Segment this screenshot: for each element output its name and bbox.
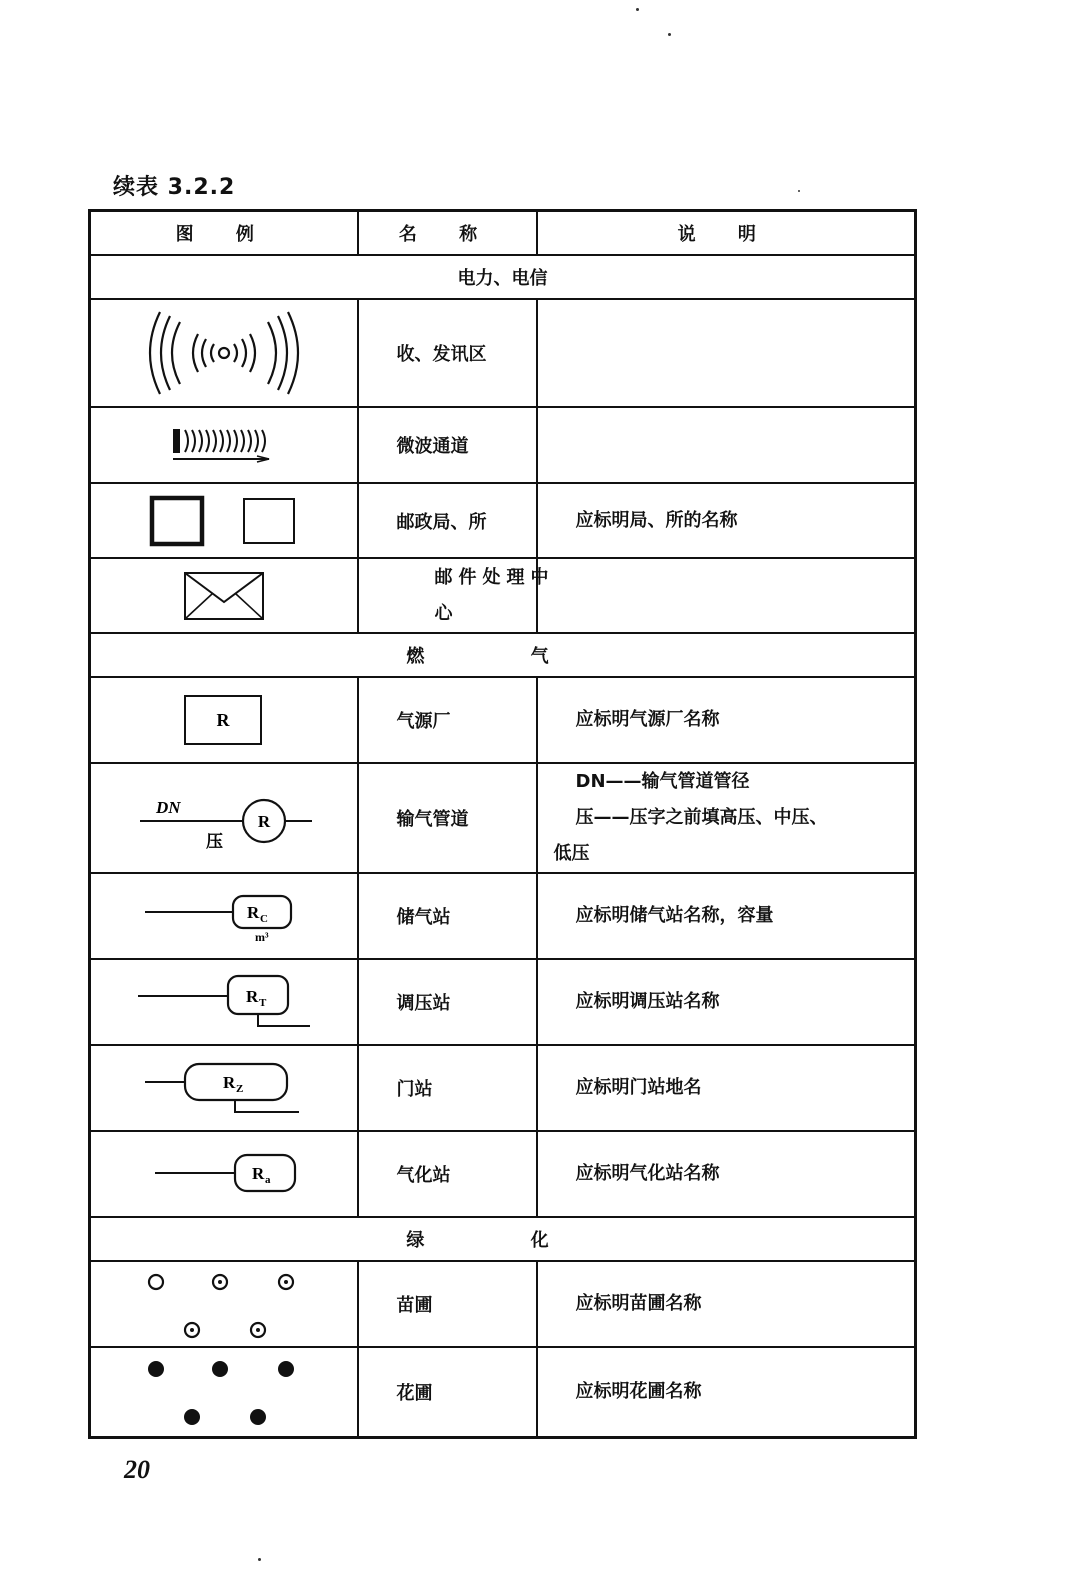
gas-storage-desc: 应标明储气站名称，容量 xyxy=(537,873,916,959)
gate-station-desc: 应标明门站地名 xyxy=(537,1045,916,1131)
scan-speck xyxy=(258,1558,261,1561)
table-row xyxy=(90,483,916,558)
flower-garden-desc: 应标明花圃名称 xyxy=(537,1347,916,1437)
nursery-icon xyxy=(144,1268,304,1340)
header-name: 名 称 xyxy=(358,211,537,256)
table-row xyxy=(90,407,916,483)
regulator-desc: 应标明调压站名称 xyxy=(537,959,916,1045)
gasification-name: 气化站 xyxy=(358,1131,537,1217)
gate-station-icon xyxy=(139,1058,309,1118)
regulator-r-label: R xyxy=(245,987,259,1006)
pipeline-dn-label: DN xyxy=(155,798,181,817)
section-title-green-text: 绿 化 xyxy=(406,1230,599,1251)
storage-r-label: R xyxy=(246,903,260,922)
pipeline-desc-line-1: DN——输气管道管径 xyxy=(575,771,750,792)
regulator-sub-label: T xyxy=(258,997,267,1009)
gas-pipeline-desc xyxy=(537,763,916,873)
mail-center-name: 邮件处理中心 xyxy=(434,566,555,624)
gas-source-name: 气源厂 xyxy=(358,677,537,763)
microwave-desc xyxy=(537,407,916,483)
table-row xyxy=(90,763,916,873)
section-title-green xyxy=(90,1217,916,1261)
gasification-sub-label: a xyxy=(264,1174,271,1186)
section-row-green xyxy=(90,1217,916,1261)
broadcast-area-desc xyxy=(537,299,916,407)
section-row-gas xyxy=(90,633,916,677)
envelope-icon xyxy=(182,570,266,622)
regulator-name: 调压站 xyxy=(358,959,537,1045)
table-row xyxy=(90,1045,916,1131)
gas-pipeline-name: 输气管道 xyxy=(358,763,537,873)
scan-speck xyxy=(636,8,639,11)
mail-center-name-cell xyxy=(358,558,555,633)
mail-center-symbol xyxy=(90,558,358,633)
post-office-desc: 应标明局、所的名称 xyxy=(537,483,916,558)
section-row-power xyxy=(90,255,916,299)
post-office-icon xyxy=(149,495,299,547)
section-title-power: 电力、电信 xyxy=(90,255,916,299)
gate-r-label: R xyxy=(222,1073,236,1092)
post-office-name: 邮政局、所 xyxy=(358,483,537,558)
storage-unit-label: m³ xyxy=(254,930,269,944)
nursery-desc: 应标明苗圃名称 xyxy=(537,1261,916,1347)
microwave-name: 微波通道 xyxy=(358,407,537,483)
regulator-symbol xyxy=(90,959,358,1045)
gate-station-name: 门站 xyxy=(358,1045,537,1131)
gate-station-symbol xyxy=(90,1045,358,1131)
broadcast-area-name: 收、发讯区 xyxy=(358,299,537,407)
gas-pipeline-icon xyxy=(134,783,314,853)
microwave-channel-icon xyxy=(169,425,279,465)
gas-source-symbol xyxy=(90,677,358,763)
gas-source-icon xyxy=(182,693,266,747)
pipeline-r-label: R xyxy=(257,812,270,831)
gas-storage-icon xyxy=(139,888,309,944)
gasification-r-label: R xyxy=(251,1164,265,1183)
header-desc: 说 明 xyxy=(537,211,916,256)
gasification-station-icon xyxy=(149,1149,299,1199)
flower-garden-symbol xyxy=(90,1347,358,1437)
page-number: 20 xyxy=(124,1455,150,1484)
gas-source-desc: 应标明气源厂名称 xyxy=(537,677,916,763)
gas-storage-name: 储气站 xyxy=(358,873,537,959)
section-title-gas-text: 燃 气 xyxy=(406,646,599,667)
broadcast-icon xyxy=(144,308,304,398)
mail-center-desc xyxy=(537,558,916,633)
section-title-gas xyxy=(90,633,916,677)
header-symbol: 图 例 xyxy=(90,211,358,256)
regulator-station-icon xyxy=(134,972,314,1032)
scan-speck xyxy=(668,33,671,36)
scan-speck xyxy=(798,190,800,192)
legend-table xyxy=(88,209,917,1439)
gasification-desc: 应标明气化站名称 xyxy=(537,1131,916,1217)
table-row xyxy=(90,677,916,763)
post-office-symbol xyxy=(90,483,358,558)
gas-source-symbol-label: R xyxy=(216,710,230,730)
gate-sub-label: Z xyxy=(235,1083,244,1095)
table-caption: 续表 3.2.2 xyxy=(113,175,236,200)
pipeline-desc-line-3: 低压 xyxy=(553,843,590,864)
storage-sub-label: C xyxy=(259,913,268,925)
gas-pipeline-symbol xyxy=(90,763,358,873)
table-row xyxy=(90,558,916,633)
table-header-row xyxy=(90,211,916,256)
table-row xyxy=(90,1261,916,1347)
flower-garden-icon xyxy=(144,1357,304,1427)
table-row xyxy=(90,959,916,1045)
gasification-symbol xyxy=(90,1131,358,1217)
table-row xyxy=(90,1131,916,1217)
gas-storage-symbol xyxy=(90,873,358,959)
flower-garden-name: 花圃 xyxy=(358,1347,537,1437)
microwave-symbol xyxy=(90,407,358,483)
table-row xyxy=(90,1347,916,1437)
broadcast-area-symbol xyxy=(90,299,358,407)
table-row xyxy=(90,873,916,959)
table-row xyxy=(90,299,916,407)
nursery-name: 苗圃 xyxy=(358,1261,537,1347)
pipeline-desc-line-2: 压——压字之前填高压、中压、 xyxy=(575,807,828,828)
nursery-symbol xyxy=(90,1261,358,1347)
pipeline-pressure-label: 压 xyxy=(205,832,223,852)
